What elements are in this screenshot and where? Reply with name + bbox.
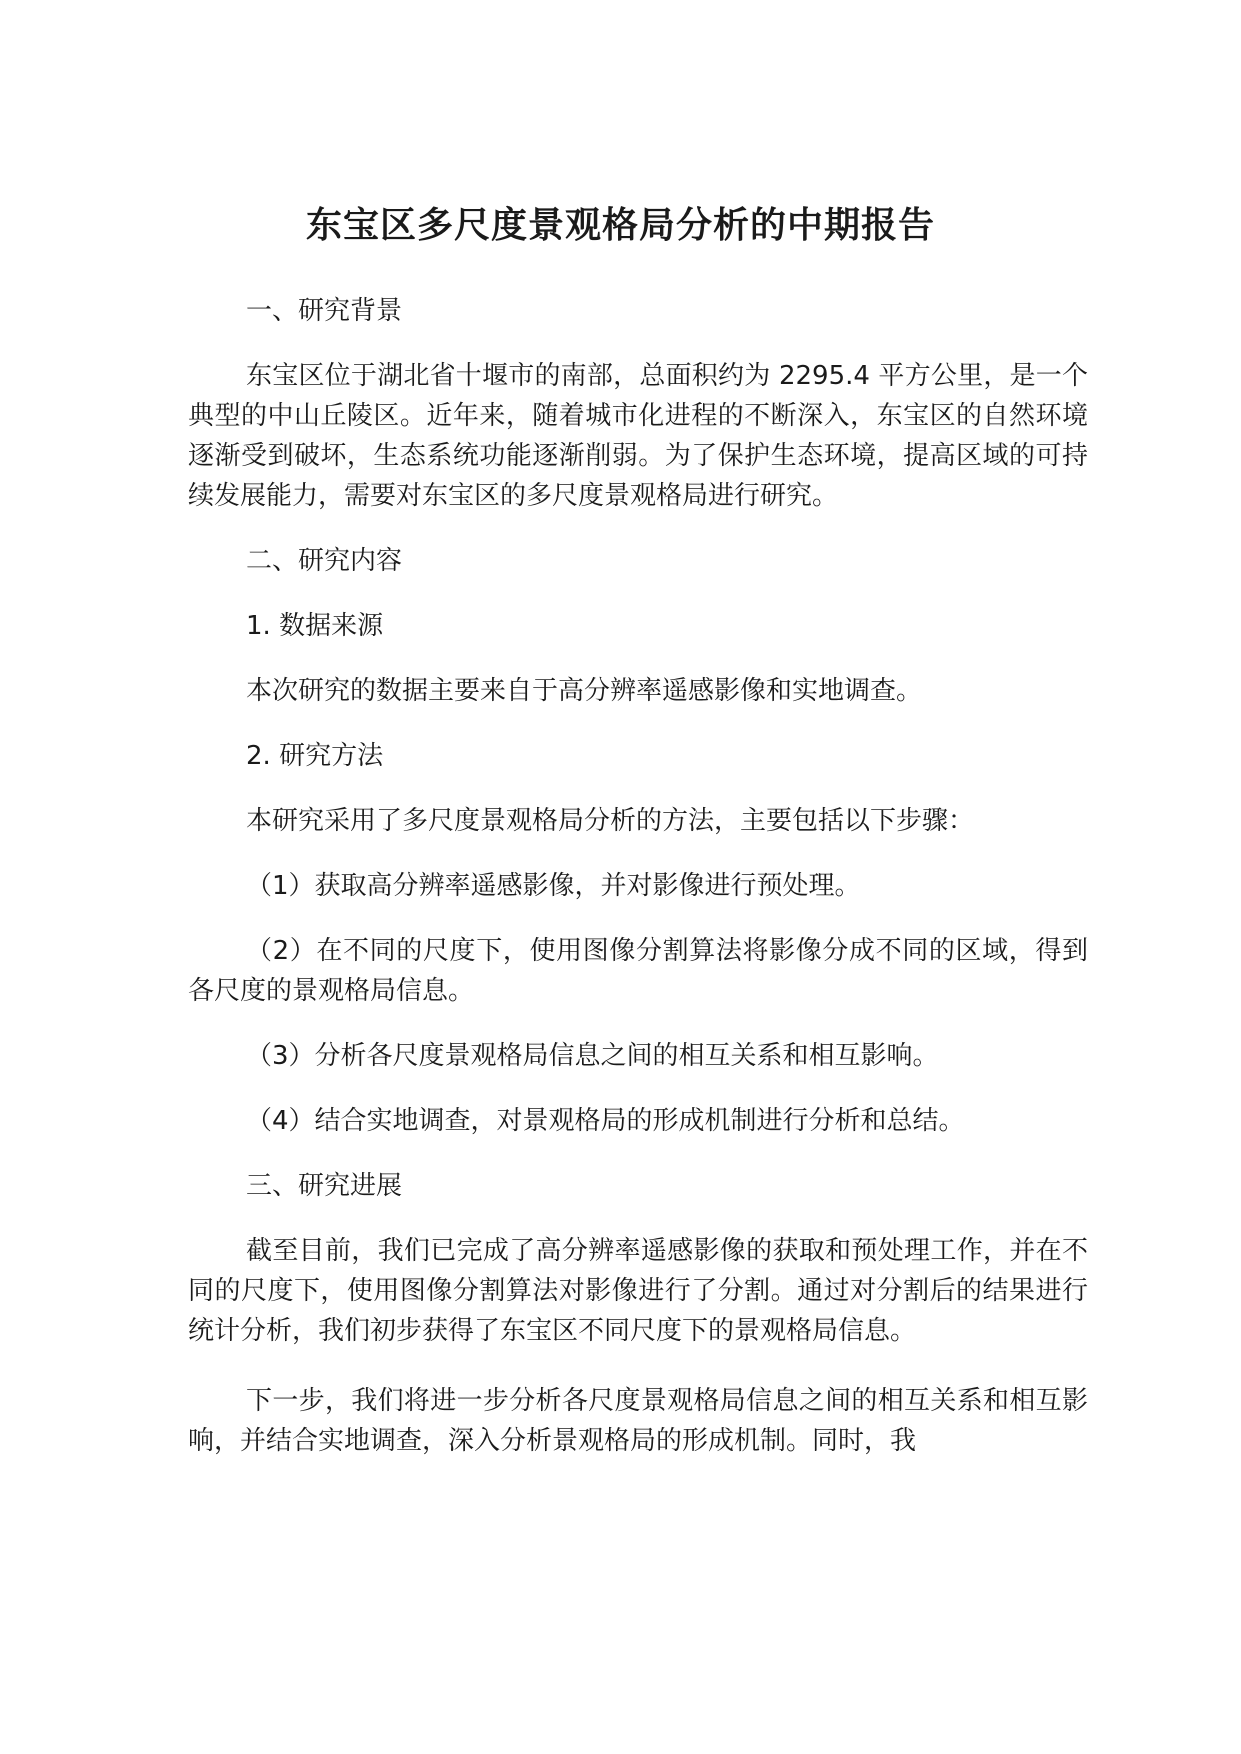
document-title: 东宝区多尺度景观格局分析的中期报告 <box>305 205 935 247</box>
paragraph-data-source: 本次研究的数据主要来自于高分辨率遥感影像和实地调查。 <box>246 676 923 706</box>
subheading-data-source: 1. 数据来源 <box>246 611 384 641</box>
section-heading-background: 一、研究背景 <box>246 296 403 326</box>
section-heading-content: 二、研究内容 <box>246 546 403 576</box>
list-item-step-3: （3）分析各尺度景观格局信息之间的相互关系和相互影响。 <box>246 1041 939 1071</box>
list-item-step-4: （4）结合实地调查，对景观格局的形成机制进行分析和总结。 <box>246 1106 965 1136</box>
list-item-step-1: （1）获取高分辨率遥感影像，并对影像进行预处理。 <box>246 871 861 901</box>
paragraph-method-intro: 本研究采用了多尺度景观格局分析的方法，主要包括以下步骤： <box>246 806 975 836</box>
paragraph-background: 东宝区位于湖北省十堰市的南部，总面积约为 2295.4 平方公里，是一个典型的中山丘陵区。近年来，随着城市化进程的不断深入，东宝区的自然环境逐渐受到破坏，生态系统功能逐渐削弱。为了保护生态环境，提高区域的可持续发展能力，需要对东宝区的多尺度景观格局进行研究。 <box>188 361 1088 511</box>
paragraph-progress: 截至目前，我们已完成了高分辨率遥感影像的获取和预处理工作，并在不同的尺度下，使用图像分割算法对影像进行了分割。通过对分割后的结果进行统计分析，我们初步获得了东宝区不同尺度下的景观格局信息。 <box>188 1236 1088 1346</box>
list-item-step-2: （2）在不同的尺度下，使用图像分割算法将影像分成不同的区域，得到各尺度的景观格局信息。 <box>188 936 1088 1006</box>
subheading-method: 2. 研究方法 <box>246 741 384 771</box>
section-heading-progress: 三、研究进展 <box>246 1171 403 1201</box>
document-body <box>188 291 1088 1486</box>
paragraph-next-steps: 下一步，我们将进一步分析各尺度景观格局信息之间的相互关系和相互影响，并结合实地调查，深入分析景观格局的形成机制。同时，我 <box>188 1386 1088 1456</box>
